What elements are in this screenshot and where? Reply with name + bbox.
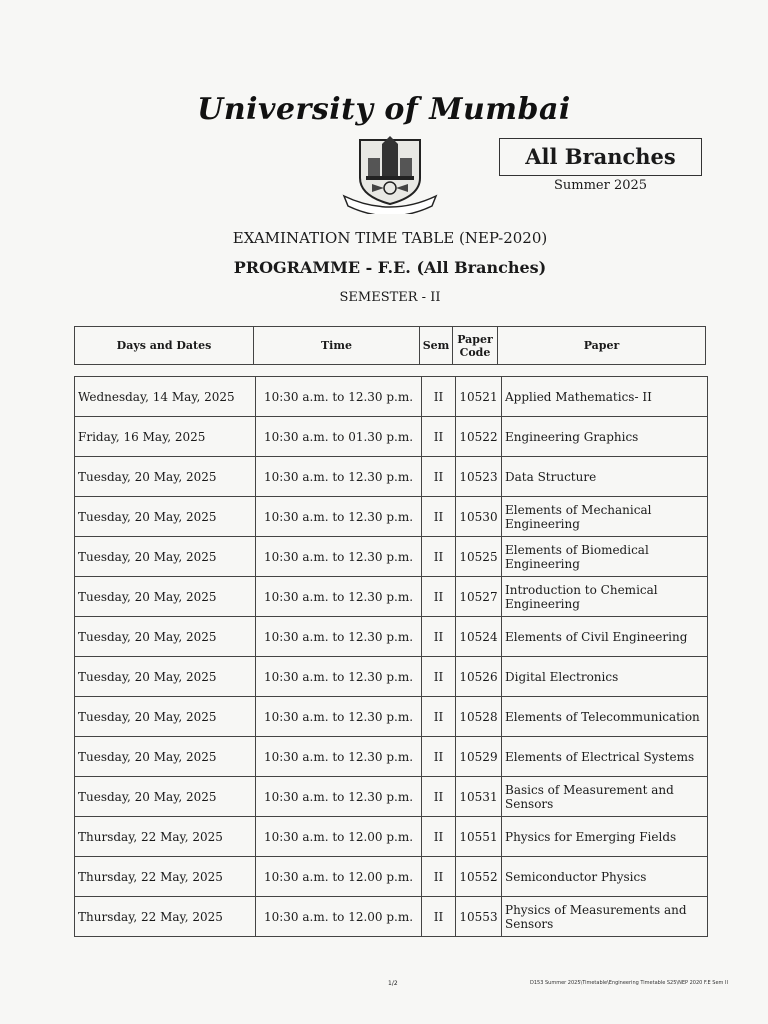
semester-cell: II: [422, 497, 456, 537]
exam-date: Thursday, 22 May, 2025: [75, 897, 256, 937]
semester-cell: II: [422, 537, 456, 577]
exam-time: 10:30 a.m. to 12.30 p.m.: [256, 537, 422, 577]
paper-name: Digital Electronics: [502, 657, 708, 697]
paper-code: 10525: [456, 537, 502, 577]
paper-code: 10527: [456, 577, 502, 617]
paper-code: 10553: [456, 897, 502, 937]
table-row: [75, 777, 708, 817]
exam-date: Thursday, 22 May, 2025: [75, 857, 256, 897]
paper-name: Introduction to Chemical Engineering: [502, 577, 708, 617]
exam-time: 10:30 a.m. to 01.30 p.m.: [256, 417, 422, 457]
exam-season: Summer 2025: [553, 178, 648, 193]
semester-cell: II: [422, 377, 456, 417]
page-number: 1/2: [388, 980, 398, 987]
paper-code: 10521: [456, 377, 502, 417]
semester-cell: II: [422, 697, 456, 737]
exam-date: Tuesday, 20 May, 2025: [75, 617, 256, 657]
university-seal-icon: [338, 134, 442, 214]
paper-name: Elements of Telecommunication: [502, 697, 708, 737]
semester-cell: II: [422, 657, 456, 697]
table-row: [75, 497, 708, 537]
exam-date: Tuesday, 20 May, 2025: [75, 737, 256, 777]
paper-name: Elements of Biomedical Engineering: [502, 537, 708, 577]
timetable-header: [74, 326, 706, 365]
exam-date: Tuesday, 20 May, 2025: [75, 577, 256, 617]
paper-code: 10530: [456, 497, 502, 537]
exam-time: 10:30 a.m. to 12.30 p.m.: [256, 577, 422, 617]
exam-date: Friday, 16 May, 2025: [75, 417, 256, 457]
table-row: [75, 377, 708, 417]
table-row: [75, 857, 708, 897]
table-row: [75, 737, 708, 777]
exam-date: Tuesday, 20 May, 2025: [75, 537, 256, 577]
paper-name: Engineering Graphics: [502, 417, 708, 457]
paper-code: 10526: [456, 657, 502, 697]
exam-time: 10:30 a.m. to 12.00 p.m.: [256, 857, 422, 897]
semester-cell: II: [422, 417, 456, 457]
paper-code: 10528: [456, 697, 502, 737]
exam-date: Tuesday, 20 May, 2025: [75, 497, 256, 537]
university-title: University of Mumbai: [197, 92, 571, 127]
paper-name: Basics of Measurement and Sensors: [502, 777, 708, 817]
column-header-code: Paper Code: [453, 327, 498, 365]
table-row: [75, 457, 708, 497]
branch-box: All Branches: [499, 138, 702, 176]
semester-cell: II: [422, 777, 456, 817]
column-header-date: Days and Dates: [75, 327, 254, 365]
paper-code: 10523: [456, 457, 502, 497]
semester-cell: II: [422, 577, 456, 617]
exam-date: Thursday, 22 May, 2025: [75, 817, 256, 857]
exam-time: 10:30 a.m. to 12.30 p.m.: [256, 657, 422, 697]
table-row: [75, 537, 708, 577]
paper-name: Elements of Mechanical Engineering: [502, 497, 708, 537]
exam-date: Wednesday, 14 May, 2025: [75, 377, 256, 417]
table-row: [75, 817, 708, 857]
exam-time: 10:30 a.m. to 12.30 p.m.: [256, 377, 422, 417]
semester-cell: II: [422, 817, 456, 857]
semester-title: SEMESTER - II: [339, 290, 441, 305]
table-row: [75, 897, 708, 937]
paper-name: Applied Mathematics- II: [502, 377, 708, 417]
exam-date: Tuesday, 20 May, 2025: [75, 457, 256, 497]
table-row: [75, 577, 708, 617]
paper-name: Semiconductor Physics: [502, 857, 708, 897]
column-header-time: Time: [254, 327, 420, 365]
exam-title: EXAMINATION TIME TABLE (NEP-2020): [232, 229, 548, 247]
paper-code: 10524: [456, 617, 502, 657]
exam-time: 10:30 a.m. to 12.30 p.m.: [256, 497, 422, 537]
exam-time: 10:30 a.m. to 12.00 p.m.: [256, 817, 422, 857]
table-row: [75, 657, 708, 697]
semester-cell: II: [422, 457, 456, 497]
semester-cell: II: [422, 617, 456, 657]
table-row: [75, 417, 708, 457]
paper-name: Elements of Electrical Systems: [502, 737, 708, 777]
exam-time: 10:30 a.m. to 12.30 p.m.: [256, 457, 422, 497]
semester-cell: II: [422, 737, 456, 777]
exam-date: Tuesday, 20 May, 2025: [75, 777, 256, 817]
paper-name: Data Structure: [502, 457, 708, 497]
programme-title: PROGRAMME - F.E. (All Branches): [233, 258, 547, 277]
paper-code: 10522: [456, 417, 502, 457]
exam-time: 10:30 a.m. to 12.00 p.m.: [256, 897, 422, 937]
semester-cell: II: [422, 897, 456, 937]
file-reference: D153 Summer 2025\Timetable\Engineering Timetable S25\NEP 2020 F.E Sem II: [530, 980, 728, 986]
paper-code: 10552: [456, 857, 502, 897]
paper-name: Physics of Measurements and Sensors: [502, 897, 708, 937]
table-row: [75, 697, 708, 737]
column-header-paper: Paper: [498, 327, 706, 365]
timetable: [74, 376, 708, 937]
column-header-sem: Sem: [420, 327, 453, 365]
exam-time: 10:30 a.m. to 12.30 p.m.: [256, 777, 422, 817]
exam-date: Tuesday, 20 May, 2025: [75, 657, 256, 697]
table-row: [75, 617, 708, 657]
exam-time: 10:30 a.m. to 12.30 p.m.: [256, 737, 422, 777]
exam-date: Tuesday, 20 May, 2025: [75, 697, 256, 737]
paper-code: 10531: [456, 777, 502, 817]
paper-code: 10551: [456, 817, 502, 857]
paper-name: Elements of Civil Engineering: [502, 617, 708, 657]
exam-time: 10:30 a.m. to 12.30 p.m.: [256, 617, 422, 657]
paper-name: Physics for Emerging Fields: [502, 817, 708, 857]
semester-cell: II: [422, 857, 456, 897]
exam-time: 10:30 a.m. to 12.30 p.m.: [256, 697, 422, 737]
paper-code: 10529: [456, 737, 502, 777]
